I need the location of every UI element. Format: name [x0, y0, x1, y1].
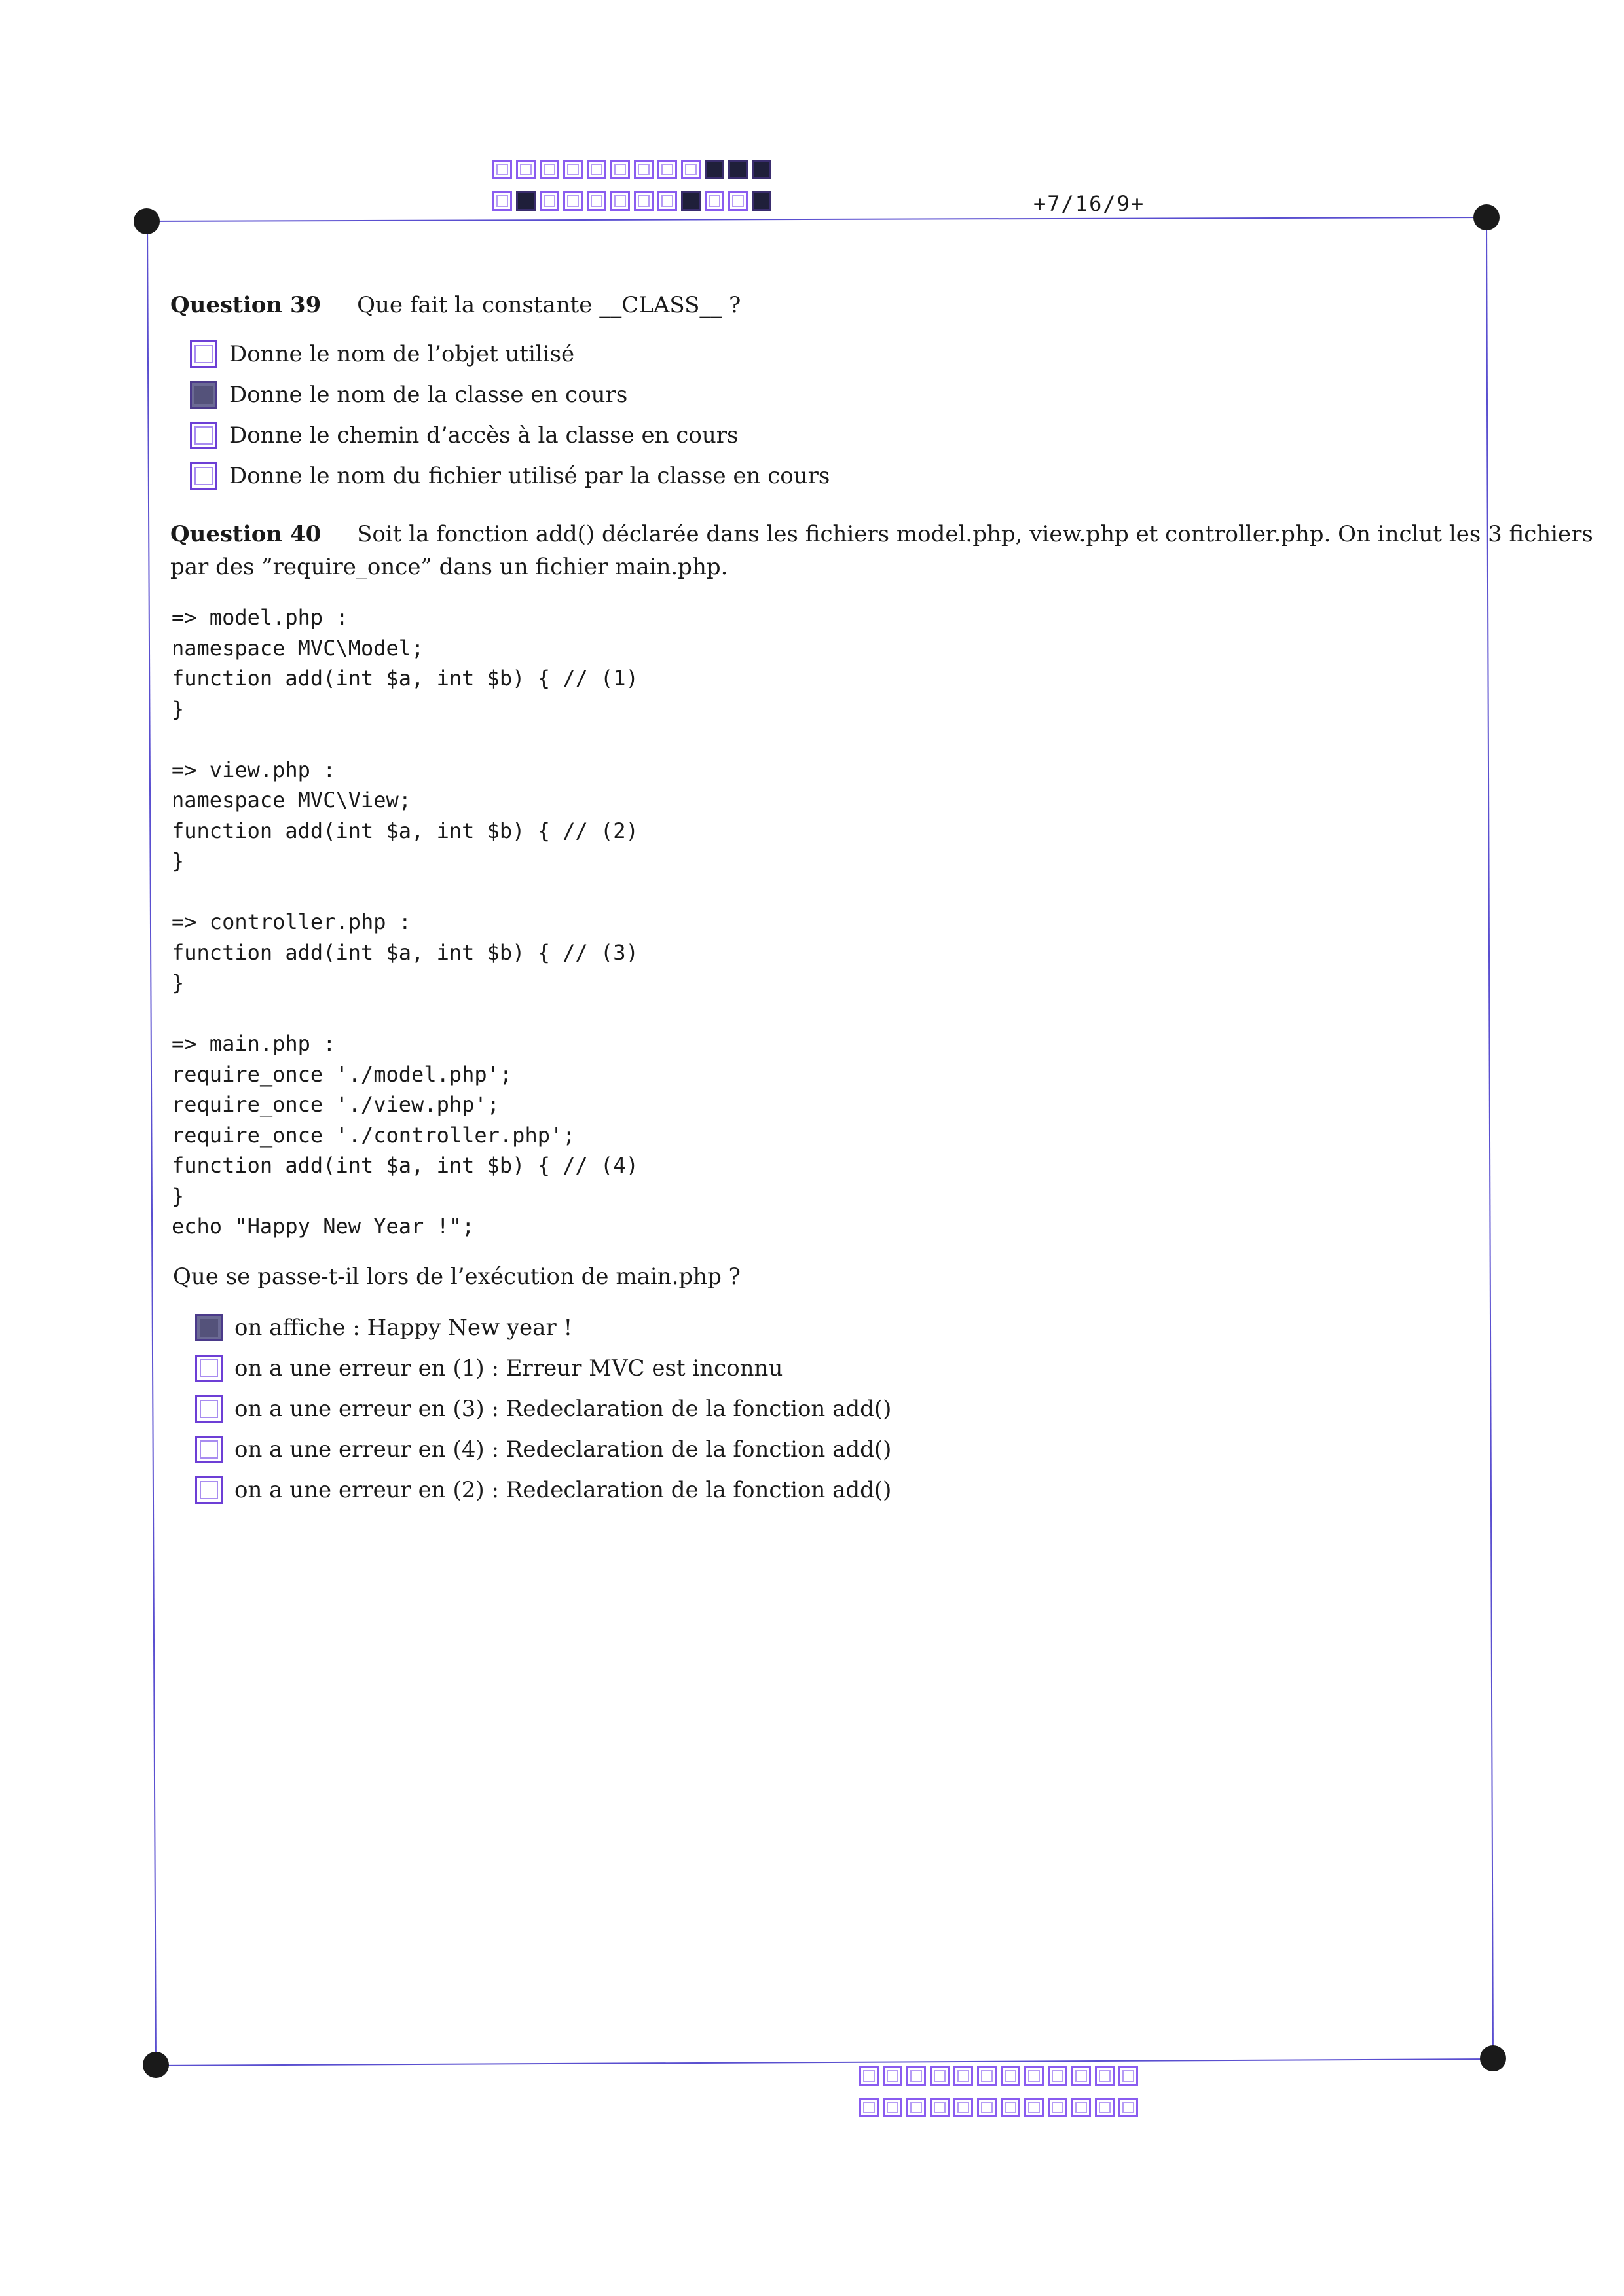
code-cell [587, 160, 606, 179]
code-cell [657, 191, 677, 211]
code-cell [728, 160, 748, 179]
question-prompt: Que se passe-t-il lors de l’exécution de main.php ? [173, 1264, 741, 1290]
code-cell [859, 2098, 879, 2117]
code-cell [1095, 2066, 1115, 2086]
code-cell [610, 191, 630, 211]
header-code-row-1 [492, 160, 775, 179]
answer-label: on a une erreur en (3) : Redeclaration de la fonction add() [234, 1396, 892, 1422]
code-cell [752, 191, 771, 211]
answer-label: on a une erreur en (2) : Redeclaration de la fonction add() [234, 1477, 892, 1503]
code-cell [1001, 2066, 1020, 2086]
code-cell [705, 191, 724, 211]
answer-option[interactable] [190, 340, 574, 368]
corner-mark-bottom-left [143, 2052, 169, 2078]
code-listing: => model.php : namespace MVC\Model; function add(int $a, int $b) { // (1) } => view.php : namespace MVC\View; function add(int $a, int $b) { // (2) } => controller.php : function add(int $a, int $b) { // (3) } => main.php : require_once './model.php'; require_once './view.php'; require_once './controller.php'; function add(int $a, int $b) { // (4) } echo "Happy New Year !"; [172, 605, 638, 1239]
answer-option[interactable] [195, 1395, 891, 1423]
code-cell [1071, 2066, 1091, 2086]
answer-checkbox[interactable] [195, 1476, 223, 1504]
answer-option[interactable] [190, 381, 627, 409]
code-cell [953, 2066, 973, 2086]
code-cell [1118, 2098, 1138, 2117]
footer-code-row-2 [859, 2098, 1142, 2117]
question-number: Question 39 [170, 292, 322, 318]
answer-option[interactable] [190, 422, 738, 449]
code-cell [705, 160, 724, 179]
question-text-continued: par des ”require_once” dans un fichier main.php. [170, 554, 728, 580]
answer-checkbox[interactable] [190, 462, 217, 490]
code-cell [587, 191, 606, 211]
answer-checkbox[interactable] [195, 1395, 223, 1423]
answer-option[interactable] [190, 462, 830, 490]
code-cell [516, 191, 536, 211]
answer-label: on a une erreur en (4) : Redeclaration de la fonction add() [234, 1436, 892, 1463]
code-cell [953, 2098, 973, 2117]
code-cell [634, 160, 654, 179]
code-cell [752, 160, 771, 179]
code-cell [1095, 2098, 1115, 2117]
code-cell [540, 160, 559, 179]
answer-label: Donne le nom de l’objet utilisé [229, 341, 575, 367]
answer-label: Donne le nom de la classe en cours [229, 382, 628, 408]
answer-label: Donne le chemin d’accès à la classe en cours [229, 422, 739, 448]
answer-checkbox[interactable] [190, 340, 217, 368]
code-cell [930, 2098, 950, 2117]
code-cell [977, 2098, 997, 2117]
answer-label: Donne le nom du fichier utilisé par la classe en cours [229, 463, 830, 489]
answer-checkbox[interactable] [190, 381, 217, 409]
code-cell [1118, 2066, 1138, 2086]
answer-label: on a une erreur en (1) : Erreur MVC est inconnu [234, 1355, 783, 1381]
code-cell [1048, 2098, 1067, 2117]
code-cell [681, 160, 701, 179]
code-cell [906, 2066, 926, 2086]
answer-checkbox[interactable] [190, 422, 217, 449]
code-cell [492, 160, 512, 179]
code-cell [906, 2098, 926, 2117]
code-cell [1048, 2066, 1067, 2086]
answer-option[interactable] [195, 1476, 891, 1504]
code-cell [516, 160, 536, 179]
answer-option[interactable] [195, 1436, 891, 1463]
code-cell [883, 2098, 902, 2117]
page-id: +7/16/9+ [1033, 191, 1145, 216]
code-cell [657, 160, 677, 179]
code-cell [859, 2066, 879, 2086]
code-cell [883, 2066, 902, 2086]
code-cell [728, 191, 748, 211]
corner-mark-top-right [1473, 204, 1500, 230]
answer-option[interactable] [195, 1314, 572, 1341]
question-40-header [170, 521, 1593, 547]
header-code-row-2 [492, 191, 775, 211]
answer-label: on affiche : Happy New year ! [234, 1315, 573, 1341]
code-cell [492, 191, 512, 211]
code-cell [1001, 2098, 1020, 2117]
code-cell [563, 191, 583, 211]
corner-mark-top-left [134, 208, 160, 234]
answer-option[interactable] [195, 1355, 783, 1382]
code-cell [977, 2066, 997, 2086]
answer-checkbox[interactable] [195, 1436, 223, 1463]
code-cell [681, 191, 701, 211]
code-cell [540, 191, 559, 211]
question-text: Soit la fonction add() déclarée dans les fichiers model.php, view.php et controller.php. On inclut les 3 fichiers [357, 521, 1593, 547]
code-cell [610, 160, 630, 179]
question-text: Que fait la constante __CLASS__ ? [357, 292, 741, 318]
corner-mark-bottom-right [1480, 2045, 1506, 2071]
code-cell [563, 160, 583, 179]
question-39-header [170, 292, 741, 318]
code-cell [930, 2066, 950, 2086]
code-cell [1024, 2098, 1044, 2117]
footer-code-row-1 [859, 2066, 1142, 2086]
code-cell [1071, 2098, 1091, 2117]
question-number: Question 40 [170, 521, 322, 547]
code-cell [634, 191, 654, 211]
answer-checkbox[interactable] [195, 1355, 223, 1382]
code-cell [1024, 2066, 1044, 2086]
answer-checkbox[interactable] [195, 1314, 223, 1341]
